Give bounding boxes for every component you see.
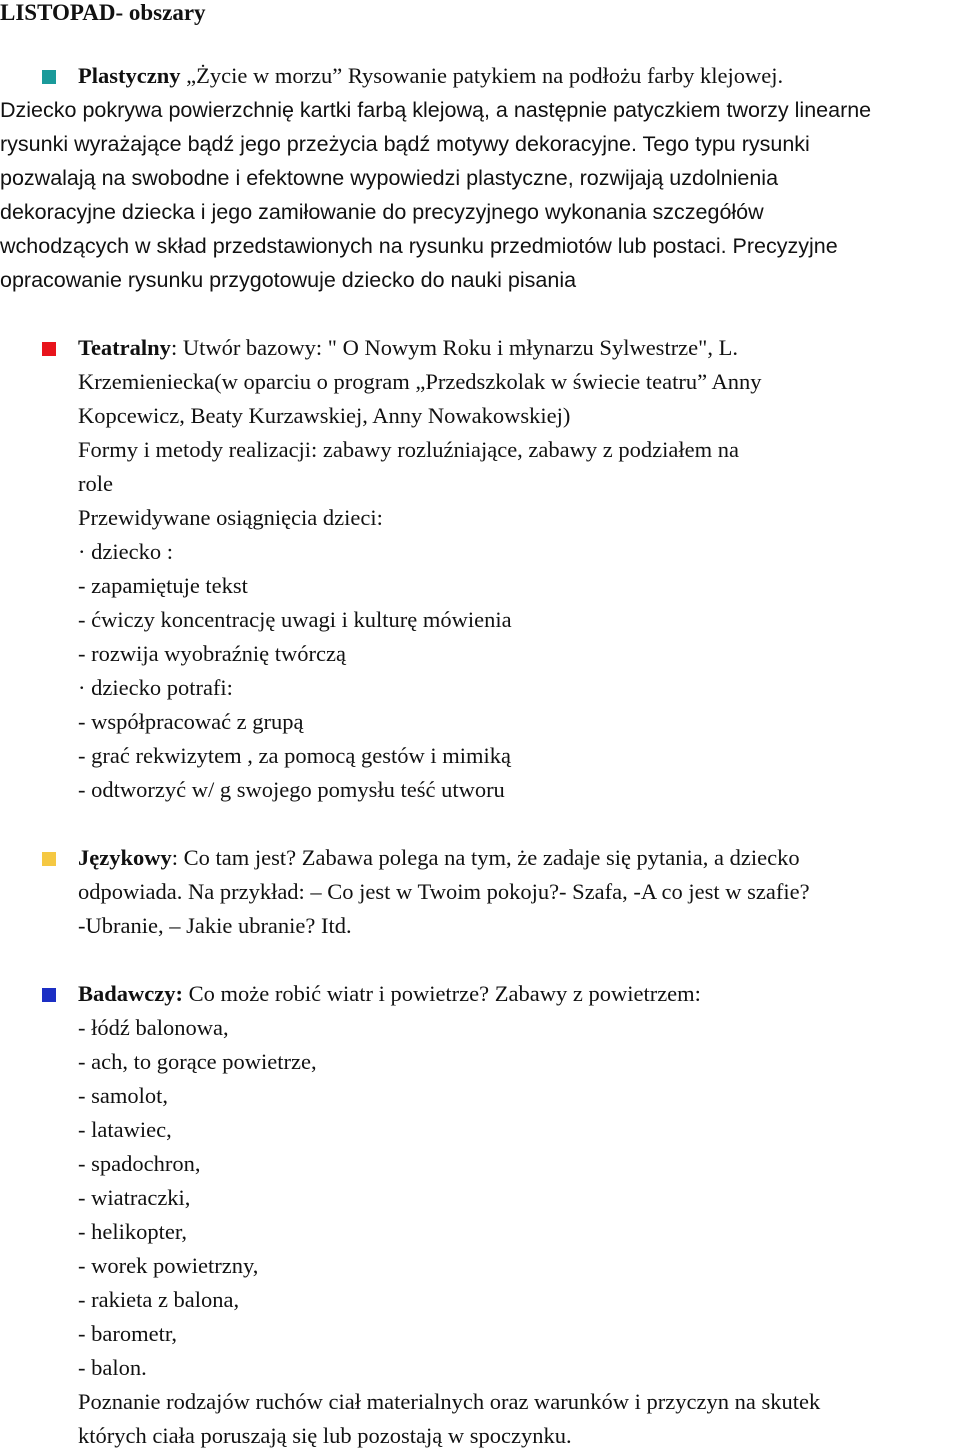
teatralny-text-7: · dziecko : bbox=[78, 539, 173, 564]
teatralny-text-13: - grać rekwizytem , za pomocą gestów i mimiką bbox=[78, 743, 511, 768]
badawczy-text-10: - rakieta z balona, bbox=[78, 1287, 240, 1312]
teatralny-text-9: - ćwiczy koncentrację uwagi i kulturę mówienia bbox=[78, 607, 512, 632]
teatralny-heading: Teatralny bbox=[78, 335, 171, 360]
jezykowy-text-2: odpowiada. Na przykład: – Co jest w Twoim pokoju?- Szafa, -A co jest w szafie? bbox=[78, 879, 810, 904]
plastyczny-text-9: opracowanie rysunku przygotowuje dziecko do nauki pisania bbox=[0, 268, 577, 292]
badawczy-text-13: Poznanie rodzajów ruchów ciał materialnych oraz warunków i przyczyn na skutek bbox=[78, 1389, 821, 1414]
badawczy-text-5: - latawiec, bbox=[78, 1117, 172, 1142]
jezykowy-text-1: : Co tam jest? Zabawa polega na tym, że zadaje się pytania, a dziecko bbox=[171, 845, 800, 870]
badawczy-text-12: - balon. bbox=[78, 1355, 147, 1380]
badawczy-text-2: - łódź balonowa, bbox=[78, 1015, 229, 1040]
plastyczny-text-1: „Życie w morzu” Rysowanie patykiem na podłożu farby klejowej. bbox=[180, 63, 784, 88]
plastyczny-text-3: rysunki wyrażające bądź jego przeżycia bądź motywy dekoracyjne. bbox=[0, 132, 637, 156]
teatralny-text-8: - zapamiętuje tekst bbox=[78, 573, 248, 598]
square-bullet-icon bbox=[42, 852, 56, 866]
plastyczny-heading: Plastyczny bbox=[78, 63, 181, 88]
jezykowy-heading: Językowy bbox=[78, 845, 172, 870]
badawczy-line-1 bbox=[78, 977, 820, 1011]
plastyczny-text-4: Tego typu rysunki bbox=[636, 132, 810, 156]
section-plastyczny bbox=[0, 59, 960, 297]
plastyczny-text-2: Dziecko pokrywa powierzchnię kartki farbą klejową, a następnie patyczkiem tworzy linearne bbox=[0, 98, 872, 122]
badawczy-text-7: - wiatraczki, bbox=[78, 1185, 191, 1210]
teatralny-text-3: Kopcewicz, Beaty Kurzawskiej, Anny Nowakowskiej) bbox=[78, 403, 571, 428]
plastyczny-line-1 bbox=[0, 59, 960, 93]
plastyczny-text-8: Precyzyjne bbox=[726, 234, 838, 258]
teatralny-text-4: Formy i metody realizacji: zabawy rozluźniające, zabawy z podziałem na bbox=[78, 437, 739, 462]
teatralny-text-10: - rozwija wyobraźnię twórczą bbox=[78, 641, 346, 666]
badawczy-text-3: - ach, to gorące powietrze, bbox=[78, 1049, 317, 1074]
plastyczny-text-7: wchodzących w skład przedstawionych na rysunku przedmiotów lub postaci. bbox=[0, 234, 727, 258]
teatralny-text-5: role bbox=[78, 471, 113, 496]
badawczy-text-11: - barometr, bbox=[78, 1321, 178, 1346]
teatralny-text-14: - odtworzyć w/ g swojego pomysłu teść utworu bbox=[78, 777, 505, 802]
jezykowy-body bbox=[78, 841, 810, 943]
teatralny-text-1: : Utwór bazowy: " O Nowym Roku i młynarzu Sylwestrze", L. bbox=[170, 335, 738, 360]
plastyczny-text-5: pozwalają na swobodne i efektowne wypowiedzi plastyczne, rozwijają uzdolnienia bbox=[0, 166, 779, 190]
teatralny-text-12: - współpracować z grupą bbox=[78, 709, 304, 734]
square-bullet-icon bbox=[42, 70, 56, 84]
plastyczny-line-7 bbox=[0, 229, 960, 263]
plastyczny-line-3 bbox=[0, 127, 960, 161]
badawczy-text-9: - worek powietrzny, bbox=[78, 1253, 259, 1278]
page-title: LISTOPAD- obszary bbox=[0, 0, 206, 25]
teatralny-text-2: Krzemieniecka(w oparciu o program „Przedszkolak w świecie teatru” Anny bbox=[78, 369, 762, 394]
badawczy-text-6: - spadochron, bbox=[78, 1151, 201, 1176]
square-bullet-icon bbox=[42, 988, 56, 1002]
badawczy-heading: Badawczy: bbox=[78, 981, 183, 1006]
jezykowy-text-3: -Ubranie, – Jakie ubranie? Itd. bbox=[78, 913, 352, 938]
teatralny-text-6: Przewidywane osiągnięcia dzieci: bbox=[78, 505, 383, 530]
badawczy-text-1: Co może robić wiatr i powietrze? Zabawy z powietrzem: bbox=[183, 981, 701, 1006]
badawczy-text-8: - helikopter, bbox=[78, 1219, 188, 1244]
jezykowy-line-1 bbox=[78, 841, 810, 875]
teatralny-text-11: · dziecko potrafi: bbox=[78, 675, 233, 700]
square-bullet-icon bbox=[42, 342, 56, 356]
teatralny-body bbox=[78, 331, 761, 807]
badawczy-body bbox=[78, 977, 820, 1453]
badawczy-text-14: których ciała poruszają się lub pozostają w spoczynku. bbox=[78, 1423, 572, 1448]
teatralny-line-1 bbox=[78, 331, 761, 365]
plastyczny-text-6: dekoracyjne dziecka i jego zamiłowanie do precyzyjnego wykonania szczegółów bbox=[0, 200, 764, 224]
badawczy-text-4: - samolot, bbox=[78, 1083, 168, 1108]
